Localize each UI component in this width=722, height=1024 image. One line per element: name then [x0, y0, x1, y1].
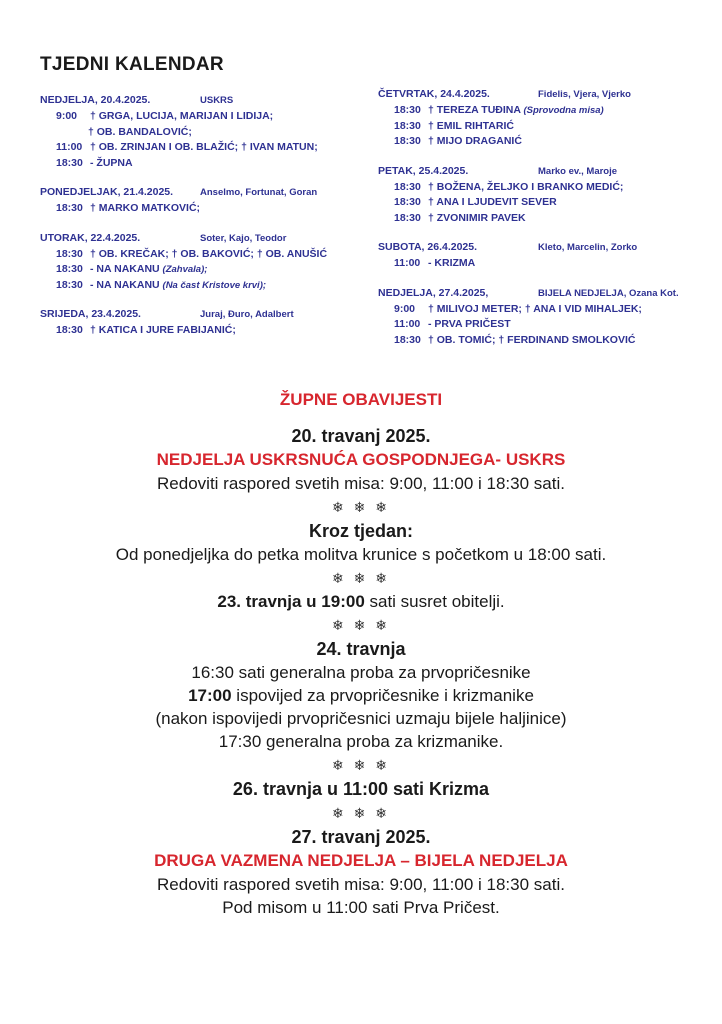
notice-23 [0, 590, 722, 613]
mass-time: 18:30 [56, 247, 83, 260]
mass-entry [378, 211, 708, 227]
mass-time: 18:30 [394, 104, 421, 116]
mass-note: (Zahvala); [162, 264, 208, 275]
mass-entry [378, 317, 708, 333]
mass-time: 18:30 [56, 202, 83, 214]
notice-24-line3: (nakon ispovijedi prvopričesnici uzmaju bijele haljinice) [155, 709, 567, 728]
calendar-day-saints: Juraj, Đuro, Adalbert [200, 309, 294, 320]
mass-entry [378, 119, 708, 135]
mass-time: 18:30 [56, 324, 83, 336]
mass-entry [40, 109, 370, 125]
calendar-day-header [40, 306, 370, 323]
calendar-day-header [40, 184, 370, 201]
notice-24-line2 [0, 684, 722, 707]
mass-intention: † KATICA I JURE FABIJANIĆ; [90, 324, 236, 336]
mass-entry [378, 256, 708, 272]
mass-intention: † OB. KREČAK; † OB. BAKOVIĆ; † OB. ANUŠIĆ [90, 247, 328, 260]
mass-time: 18:30 [56, 263, 83, 275]
calendar-day-saints: Soter, Kajo, Teodor [200, 232, 287, 244]
calendar-day-header [378, 86, 708, 103]
calendar-day-date: PONEDJELJAK, 21.4.2025. [40, 186, 174, 198]
mass-intention: † ZVONIMIR PAVEK [428, 211, 526, 224]
calendar-day-date: UTORAK, 22.4.2025. [40, 231, 141, 244]
mass-intention: - NA NAKANU [90, 278, 160, 291]
calendar-day [378, 163, 708, 227]
mass-time: 9:00 [56, 110, 78, 122]
notice-24-line2-rest: ispovijed za prvopričesnike i krizmanike [231, 686, 534, 705]
mass-entry [40, 247, 370, 263]
calendar-day-date: ČETVRTAK, 24.4.2025. [378, 88, 490, 100]
mass-entry [40, 140, 370, 156]
calendar-day-saints: Anselmo, Fortunat, Goran [200, 187, 318, 198]
notice-mass-schedule-20: Redoviti raspored svetih misa: 9:00, 11:00 i 18:30 sati. [157, 474, 565, 493]
notice-date-27: 27. travanj 2025. [291, 827, 431, 847]
mass-time: 18:30 [56, 156, 83, 169]
calendar-day-saints: Kleto, Marcelin, Zorko [538, 242, 638, 253]
calendar-day [40, 230, 370, 294]
calendar-day-saints: Marko ev., Maroje [538, 165, 618, 177]
calendar-day-date: NEDJELJA, 20.4.2025. [40, 94, 151, 106]
mass-intention: † OB. BANDALOVIĆ; [88, 125, 192, 138]
mass-time: 11:00 [394, 318, 421, 330]
notices-heading: ŽUPNE OBAVIJESTI [279, 390, 443, 409]
calendar-day-header [378, 163, 708, 180]
mass-intention: † OB. ZRINJAN I OB. BLAŽIĆ; † IVAN MATUN; [90, 141, 318, 153]
calendar-day [40, 306, 370, 339]
mass-time: 18:30 [56, 278, 83, 291]
mass-entry [40, 278, 370, 294]
mass-intention: † BOŽENA, ŽELJKO I BRANKO MEDIĆ; [428, 180, 624, 193]
mass-intention: † MARKO MATKOVIĆ; [90, 202, 201, 214]
mass-entry [40, 262, 370, 278]
mass-entry [378, 333, 708, 349]
calendar-day [40, 184, 370, 217]
calendar-day [378, 285, 708, 349]
calendar-day [378, 86, 708, 150]
mass-entry [378, 195, 708, 211]
notice-23-rest: sati susret obitelji. [364, 592, 505, 611]
separator: ❄ ❄ ❄ [332, 499, 390, 515]
notice-feast-easter: NEDJELJA USKRSNUĆA GOSPODNJEGA- USKRS [156, 450, 566, 469]
mass-intention: † OB. TOMIĆ; † FERDINAND SMOLKOVIĆ [428, 333, 636, 346]
mass-time: 18:30 [394, 333, 421, 346]
notice-week-heading: Kroz tjedan: [308, 521, 413, 541]
mass-time: 11:00 [394, 257, 421, 269]
notice-first-communion: Pod misom u 11:00 sati Prva Pričest. [222, 898, 500, 917]
mass-entry [378, 134, 708, 150]
mass-note: (Sprovodna misa) [523, 105, 604, 116]
notice-24-heading: 24. travnja [316, 639, 406, 659]
parish-notices [0, 390, 722, 919]
separator: ❄ ❄ ❄ [332, 570, 390, 586]
mass-intention: - KRIZMA [428, 257, 476, 269]
mass-time: 9:00 [394, 302, 416, 315]
calendar-day [40, 92, 370, 171]
separator: ❄ ❄ ❄ [332, 757, 390, 773]
calendar-day-date: PETAK, 25.4.2025. [378, 164, 469, 177]
mass-time: 18:30 [394, 119, 421, 132]
mass-intention: † GRGA, LUCIJA, MARIJAN I LIDIJA; [90, 110, 274, 122]
calendar-day-saints: Fidelis, Vjera, Vjerko [538, 89, 631, 100]
notice-26: 26. travnja u 11:00 sati Krizma [232, 779, 490, 799]
calendar-day-header [40, 230, 370, 247]
notice-week-text: Od ponedjeljka do petka molitva krunice s početkom u 18:00 sati. [115, 545, 607, 564]
mass-entry [378, 103, 708, 119]
calendar-right-column [378, 86, 708, 361]
notice-23-bold: 23. travnja u 19:00 [217, 592, 365, 611]
calendar-left-column [40, 92, 370, 352]
mass-intention: - ŽUPNA [90, 156, 133, 169]
page-title: TJEDNI KALENDAR [40, 54, 224, 75]
mass-intention: † MILIVOJ METER; † ANA I VID MIHALJEK; [428, 302, 642, 315]
calendar-day-date: SRIJEDA, 23.4.2025. [40, 308, 141, 320]
calendar-day-date: NEDJELJA, 27.4.2025, [378, 286, 489, 299]
mass-intention: † MIJO DRAGANIĆ [428, 135, 522, 147]
calendar-day-header [378, 285, 708, 302]
mass-intention: † EMIL RIHTARIĆ [428, 119, 514, 132]
mass-entry [40, 125, 370, 141]
mass-entry [40, 201, 370, 217]
mass-intention: † TEREZA TUĐINA [428, 104, 521, 116]
mass-entry [40, 323, 370, 339]
calendar-day-saints: USKRS [200, 95, 234, 106]
mass-entry [378, 180, 708, 196]
mass-time: 11:00 [56, 141, 83, 153]
mass-note: (Na čast Kristove krvi); [162, 279, 267, 291]
mass-entry [378, 302, 708, 318]
mass-entry [40, 156, 370, 172]
notice-mass-schedule-27: Redoviti raspored svetih misa: 9:00, 11:00 i 18:30 sati. [157, 875, 565, 894]
notice-24-line4: 17:30 generalna proba za krizmanike. [218, 732, 504, 751]
mass-time: 18:30 [394, 196, 421, 208]
mass-time: 18:30 [394, 180, 421, 193]
mass-time: 18:30 [394, 135, 421, 147]
notice-date-20: 20. travanj 2025. [291, 426, 431, 446]
mass-intention: † ANA I LJUDEVIT SEVER [428, 196, 557, 208]
notice-24-line2-bold: 17:00 [188, 686, 232, 705]
calendar-day-header [40, 92, 370, 109]
notice-24-line1: 16:30 sati generalna proba za prvopričesnike [191, 663, 531, 682]
mass-intention: - PRVA PRIČEST [428, 318, 511, 330]
calendar-day-date: SUBOTA, 26.4.2025. [378, 241, 478, 253]
mass-time: 18:30 [394, 211, 421, 224]
mass-intention: - NA NAKANU [90, 263, 160, 275]
calendar-day-saints: BIJELA NEDJELJA, Ozana Kot. [538, 287, 679, 299]
separator: ❄ ❄ ❄ [332, 617, 390, 633]
calendar-day [378, 239, 708, 272]
separator: ❄ ❄ ❄ [332, 805, 390, 821]
calendar-day-header [378, 239, 708, 256]
notice-feast-white-sunday: DRUGA VAZMENA NEDJELJA – BIJELA NEDJELJA [154, 851, 568, 870]
